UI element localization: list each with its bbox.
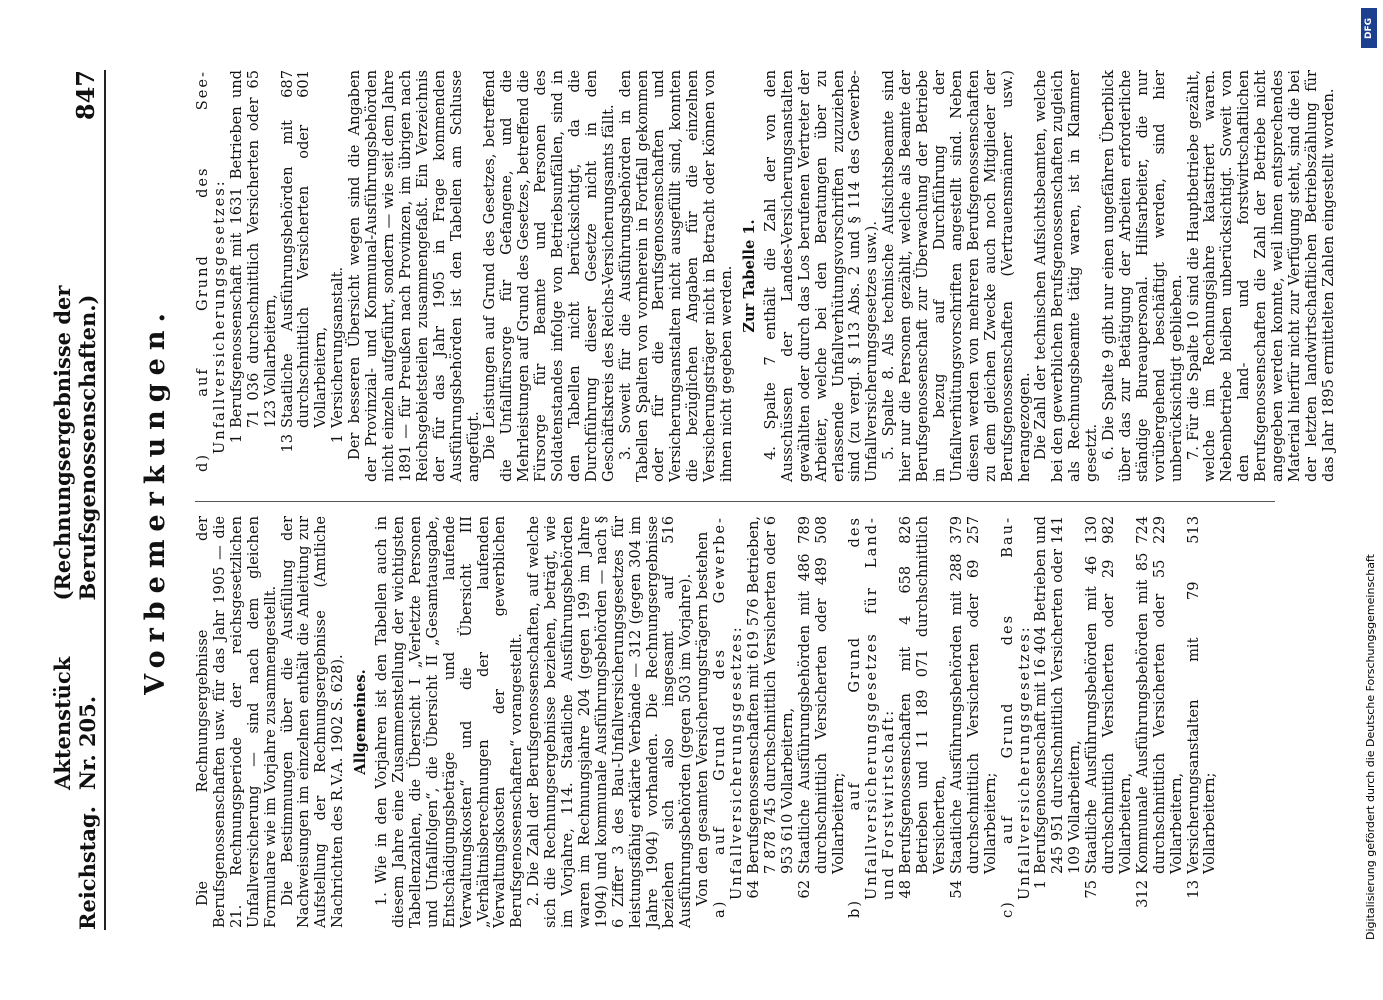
paragraph-prisoners: Die Leistungen auf Grund des Gesetzes, betreffend die Unfallfürsorge für Gefangene, und die Mehrleistungen auf Grund des Gesetzes, betreffend die Fürsorge für Beamte und Personen des Soldatenstandes infolge von Betriebsunfällen, sind in den Tabellen nicht berücksichtigt, da die Durchführung dieser Gesetze nicht in den Geschäftskreis des Reichs-Versicherungsamts fällt. [481, 70, 617, 482]
header-rule [104, 70, 106, 930]
paragraph-3: 3. Soweit für die Ausführungsbehörden in den Tabellen Spalten von vornherein in Fortfall gekommen oder für die Berufsgenossenschaften und Versicherungsanstalten nicht ausgefüllt sind, konnten die bezüglichen Angaben für die einzelnen Versicherungsträger nicht in Betracht oder können von ihnen nicht gegeben werden. [616, 70, 736, 482]
list-item: 1 Versicherungsanstalt. [329, 266, 347, 444]
paragraph-overview: Der besseren Übersicht wegen sind die Angaben der Provinzial- und Kommunal-Ausführungsbehörden nicht einzeln aufgeführt, sondern — wie seit dem Jahre 1891 — für Preußen nach Provinzen, im übrigen nach Reichsgebietsteilen zusammengefaßt. Ein Verzeichnis der für das Jahr 1905 in Frage kommenden Ausführungsbehörden ist den Tabellen am Schlusse angefügt. [346, 70, 482, 482]
paragraph-7: 7. Für die Spalte 10 sind die Hauptbetriebe gezählt, welche im Rechnungsjahre katastriert waren. Nebenbetriebe bleiben unberücksichtigt. Soweit von den land- und forstwirtschaftlichen Berufsgenossenschaften die Zahl der Betriebe nicht angegeben werden konnte, weil ihnen entsprechendes Material hierfür nicht zur Verfügung steht, sind die bei der letzten landwirtschaftlichen Betriebszählung für das Jahr 1895 ermittelten Zahlen eingestellt worden. [1184, 70, 1337, 482]
right-column [195, 70, 1338, 482]
digitization-note: Digitalisierung gefördert durch die Deutsche Forschungsgemeinschaft [1364, 554, 1377, 940]
list-item: 64 Berufsgenossenschaften mit 619 576 Betrieben, 7 878 745 durchschnittlich Versicherten oder 6 953 610 Vollarbeitern, [745, 516, 796, 899]
list-item: 62 Staatliche Ausführungsbehörden mit 486 789 durchschnittlich Versicherten oder 489 508 Vollarbeitern; [795, 516, 847, 899]
header-title: (Rechnungsergebnisse der Berufsgenossenschaften.) [50, 285, 100, 601]
intro-paragraph-1: Die Rechnungsergebnisse der Berufsgenossenschaften usw. für das Jahr 1905 — die 21. Rechnungsperiode der reichsgesetzlichen Unfallversicherung — sind nach dem gleichen Formulare wie im Vorjahre zusammengestellt. [194, 516, 279, 928]
list-item: 54 Staatliche Ausführungsbehörden mit 288 379 durchschnittlich Versicherten oder 69 257 Vollarbeitern; [947, 516, 999, 899]
heading-general: Allgemeines. [352, 669, 370, 775]
list-item: 75 Staatliche Ausführungsbehörden mit 46 130 durchschnittlich Versicherten oder 29 982 Vollarbeitern, [1083, 516, 1134, 899]
paragraph-3: Von den gesamten Versicherungsträgern bestehen [694, 531, 712, 906]
page-number: 847 [71, 70, 100, 121]
section-c-heading: c) auf Grund des Bau-Unfallversicherungsgesetzes: [998, 516, 1033, 918]
header-left: Reichstag. [75, 806, 100, 930]
paragraph-5b: Die Zahl der technischen Aufsichtsbeamten, welche bei den gewerblichen Berufsgenossenschaften zugleich als Rechnungsbeamte tätig waren, ist in Klammer gesetzt. [1032, 70, 1101, 482]
dfg-logo: DFG [1361, 8, 1377, 48]
list-item: 13 Versicherungsanstalten mit 79 513 Vollarbeitern; [1184, 516, 1219, 899]
section-a-heading: a) auf Grund des Gewerbe-Unfallversicherungsgesetzes: [711, 516, 746, 918]
list-item: 1 Berufsgenossenschaft mit 1631 Betrieben und 71 036 durchschnittlich Versicherten oder 65 123 Vollarbeitern, [227, 70, 279, 444]
paragraph-5: 5. Spalte 8. Als technische Aufsichtsbeamte sind hier nur die Personen gezählt, welche als Beamte der Berufsgenossenschaft zur Überwachung der Betriebe in bezug auf Durchführung der Unfallverhütungsvorschriften angestellt sind. Neben diesen werden von mehreren Berufsgenossenschaften zu dem gleichen Zwecke auch noch Mitglieder der Berufsgenossenschaften (Vertrauensmänner usw.) herangezogen. [880, 70, 1033, 482]
paragraph-1: 1. Wie in den Vorjahren ist den Tabellen auch in diesem Jahre eine Zusammenstellung der wichtigsten Tabellenzahlen, die Übersicht I „Verletzte Personen und Unfallfolgen“, die Übersicht II „Gesamtausgabe, Entschädigungsbeträge und laufende Verwaltungskosten“ und die Übersicht III „Verhältnisberechnungen der laufenden Verwaltungskosten der gewerblichen Berufsgenossenschaften“ vorangestellt. [373, 516, 526, 928]
intro-paragraph-2: Die Bestimmungen über die Ausfüllung der Nachweisungen im einzelnen enthält die Anleitung zur Aufstellung der Rechnungsergebnisse (Amtliche Nachrichten des R.V.A. 1902 S. 628). [278, 516, 347, 928]
header-center: Aktenstück Nr. 205. [50, 656, 100, 791]
left-column [195, 516, 1219, 928]
section-d-heading: d) auf Grund des See-Unfallversicherungsgesetzes: [194, 70, 228, 472]
column-divider [195, 501, 1275, 502]
paragraph-6: 6. Die Spalte 9 gibt nur einen ungefähren Überblick über das zur Betätigung der Arbeiten erforderliche ständige Bureaupersonal. Hilfsarbeiter, die nur vorübergehend beschäftigt werden, sind hier unberücksichtigt geblieben. [1100, 70, 1185, 482]
paragraph-4: 4. Spalte 7 enthält die Zahl der von den Ausschüssen der Landes-Versicherungsanstalten gewählten oder durch das Los berufenen Vertreter der Arbeiter, welche bei den Beratungen über zu erlassende Unfallverhütungsvorschriften zuzuziehen sind (zu vergl. § 113 Abs. 2 und § 114 des Gewerbe-Unfallversicherungsgesetzes usw.). [761, 70, 881, 482]
paragraph-2: 2. Die Zahl der Berufsgenossenschaften, auf welche sich die Rechnungsergebnisse beziehen, beträgt, wie im Vorjahre, 114. Staatliche Ausführungsbehörden waren im Rechnungsjahre 204 (gegen 199 im Jahre 1904) und kommunale Ausführungsbehörden — nach § 6 Ziffer 3 des Bau-Unfallversicherungsgesetzes für leistungsfähig erklärte Verbände — 312 (gegen 304 im Jahre 1904) vorhanden. Die Rechnungsergebnisse beziehen sich also insgesamt auf 516 Ausführungsbehörden (gegen 503 im Vorjahre). [525, 516, 695, 928]
list-item: 48 Berufsgenossenschaften mit 4 658 826 Betrieben und 11 189 071 durchschnittlich Versicherten, [897, 516, 948, 899]
page-title: Vorbemerkungen. [140, 305, 171, 695]
heading-table-1: Zur Tabelle 1. [741, 219, 758, 333]
list-item: 312 Kommunale Ausführungsbehörden mit 85 724 durchschnittlich Versicherten oder 55 229 Vollarbeitern, [1133, 516, 1185, 908]
page-header [50, 70, 100, 930]
section-b-heading: b) auf Grund des Unfallversicherungsgesetzes für Land- und Forstwirtschaft: [846, 516, 898, 918]
list-item: 1 Berufsgenossenschaft mit 16 404 Betrieben und 245 951 durchschnittlich Versicherten oder 141 109 Vollarbeitern, [1032, 516, 1084, 890]
list-item: 13 Staatliche Ausführungsbehörden mit 687 durchschnittlich Versicherten oder 601 Vollarbeitern, [278, 70, 330, 453]
